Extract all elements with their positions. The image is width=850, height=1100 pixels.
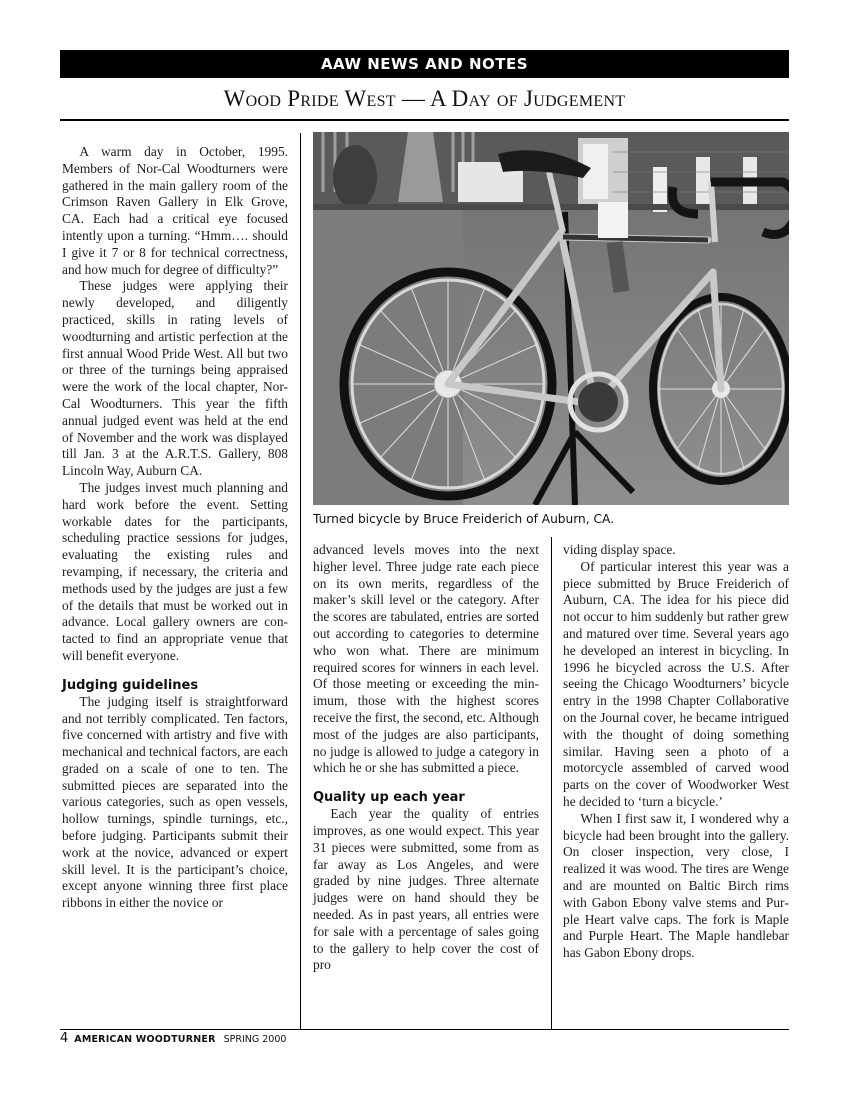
column-divider xyxy=(300,133,301,1030)
column-1 xyxy=(62,144,288,912)
article-title: Wood Pride West — A Day of Judgement xyxy=(223,86,626,111)
paragraph: advanced levels moves into the next higher level. Three judge rate each piece on its own merits, regardless of the maker’s skill level or the category. After the scores are tabulated, entries are sorted out according to categories to determine who won what. There are minimum required scores for winners in each level. Of those meeting or exceeding the minimum, those with the highest scores receive the first, the second, etc. Although most of the judges are also participants, no judge is allowed to judge a category in which he or she has submitted a piece. xyxy=(313,542,539,776)
page-number: 4 xyxy=(60,1031,69,1046)
paragraph: Each year the quality of entries improves, as one would expect. This year 31 pieces were submitted, some from as far away as Los Angeles, and were graded by nine judges. Three alternate judges were on hand should they be needed. As in past years, all entries were for sale with a percentage of sales going to the gallery to help cover the cost of pro xyxy=(313,806,539,973)
column-2 xyxy=(313,542,539,974)
issue-date: SPRING 2000 xyxy=(223,1034,287,1045)
section-banner: AAW NEWS AND NOTES xyxy=(60,50,789,78)
column-divider xyxy=(551,537,552,1030)
magazine-name: AMERICAN WOODTURNER xyxy=(74,1034,216,1045)
paragraph: When I first saw it, I wondered why a bicycle had been brought into the gallery. On closer inspection, very close, I realized it was wood. The tires are Wenge and are mounted on Baltic Birch rims with Gabon Ebony valve stems and Purple Heart valve caps. The fork is Maple and Purple Heart. The Maple handlebar has Gabon Ebony drops. xyxy=(563,810,789,961)
photo-caption: Turned bicycle by Bruce Freiderich of Auburn, CA. xyxy=(313,512,615,526)
paragraph: The judges invest much planning and hard work before the event. Setting workable dates for the participants, scheduling practice sessions for judges, evaluating the existing rules and revamping, if necessary, the criteria and methods used by the judges are just a few of the details that must be worked out in advance. Local gallery owners are contacted to find an appropriate venue that will benefit everyone. xyxy=(62,479,288,663)
column-3 xyxy=(563,542,789,962)
paragraph: These judges were applying their newly developed, and diligently practiced, skills in rating levels of woodturning and artistic perfection at the first annual Wood Pride West. All but two or three of the turnings being appraised were the work of the local chapter, Nor-Cal Woodturners. This year the fifth annual judged event was held at the end of November and the work was displayed till Jan. 3 at the A.R.T.S. Gallery, 808 Lincoln Way, Auburn CA. xyxy=(62,278,288,479)
paragraph: The judging itself is straightforward and not terribly complicated. Ten factors, five concerned with artistry and five with mechanical and technical factors, are each graded on a scale of one to ten. The submitted pieces are separated into the various categories, such as open vessels, hollow turnings, spindle turnings, etc., before judging. Participants submit their work at the novice, advanced or expert skill level. It is the participant’s choice, except anyone winning three first place ribbons in either the novice or xyxy=(62,693,289,911)
page-footer xyxy=(60,1032,286,1047)
paragraph: Of particular interest this year was a piece submitted by Bruce Freiderich of Auburn, CA. The idea for his piece did not occur to him suddenly but rather grew and matured over time. Several years ago he developed an interest in bicycling. In 1996 he bicycled across the U.S. After seeing the Chicago Woodturners’ bicycle entry in the 1998 Chapter Collaborative on the Journal cover, he became intrigued with the thought of doing something similar. Having seen a photo of a motorcycle assembled of carved wood parts on the cover of Woodworker West he decided to ‘turn a bicycle.’ xyxy=(563,558,789,809)
title-divider xyxy=(60,119,789,121)
subheading-judging-guidelines: Judging guidelines xyxy=(62,677,199,693)
paragraph: A warm day in October, 1995. Members of Nor-Cal Woodturners were gathered in the main gallery room of the Crimson Raven Gallery in Elk Grove, CA. Each had a critical eye focused intently upon a turning. “Hmm…. should I give it 7 or 8 for technical correctness, and how much for degree of difficulty?” xyxy=(62,144,288,277)
footer-divider xyxy=(60,1029,789,1030)
paragraph: viding display space. xyxy=(563,542,676,557)
bicycle-photo xyxy=(313,132,789,505)
subheading-quality-up-each-year: Quality up each year xyxy=(313,790,465,806)
